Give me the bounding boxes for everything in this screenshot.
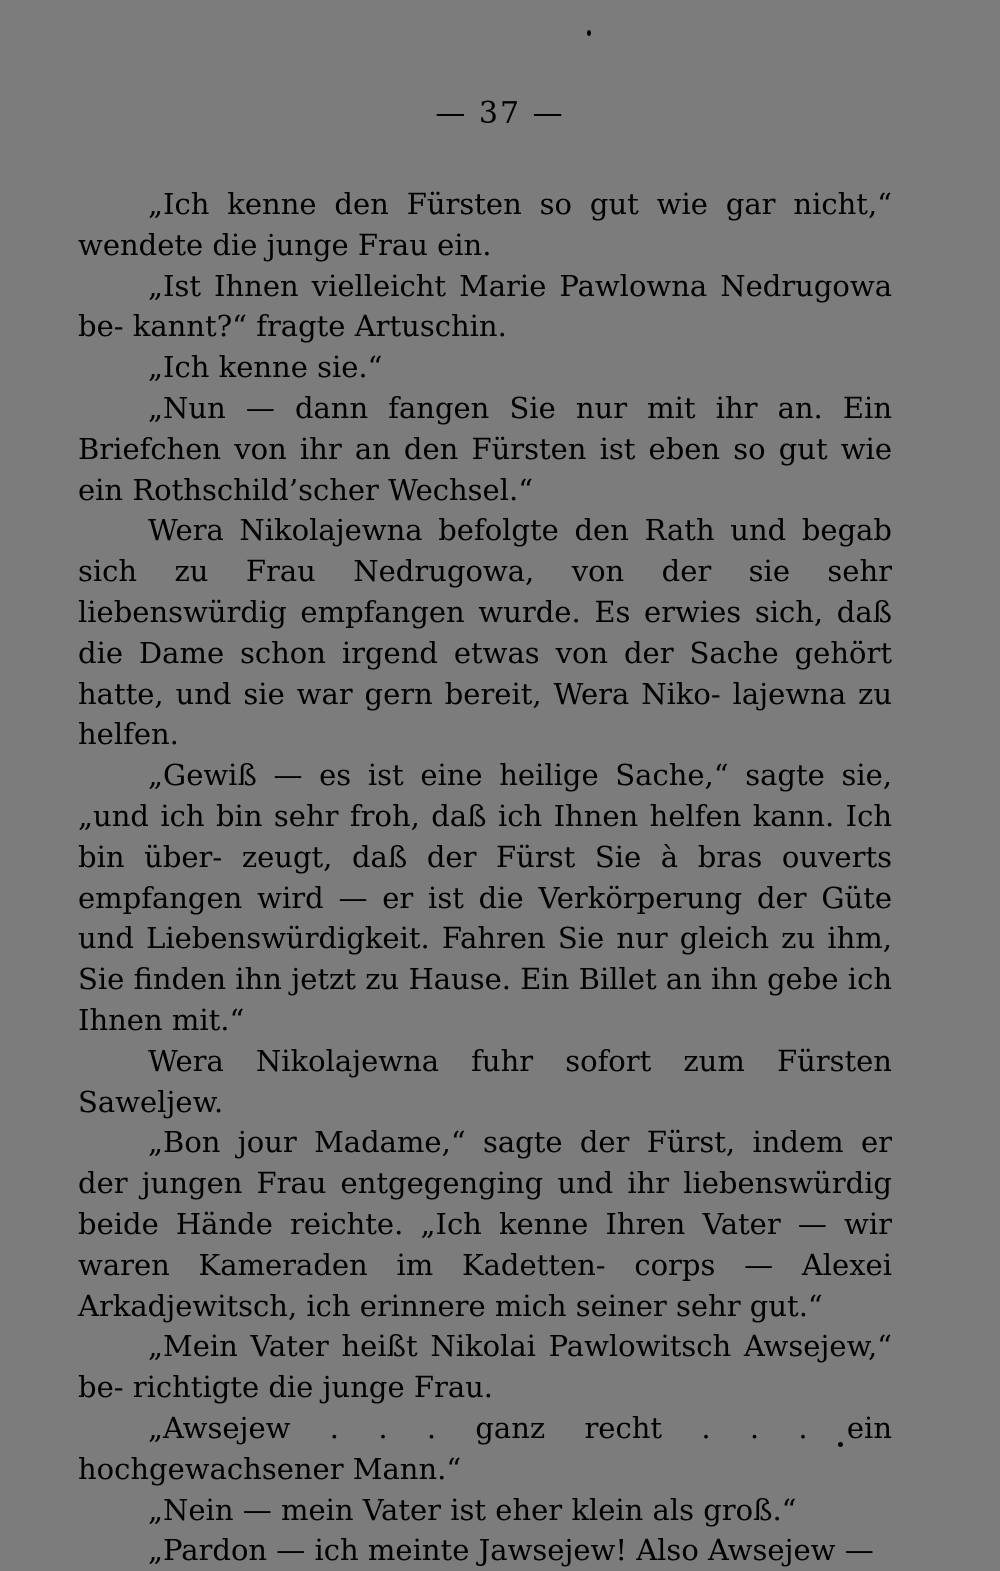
page-number: — 37 — [435,96,565,131]
print-speck [587,30,591,36]
paragraph: „Mein Vater heißt Nikolai Pawlowitsch Awsejew,“ be- richtigte die junge Frau. [78,1329,892,1405]
paragraph: „Ist Ihnen vielleicht Marie Pawlowna Nedrugowa be- kannt?“ fragte Artuschin. [78,268,892,344]
paragraph: „Nun — dann fangen Sie nur mit ihr an. Ein Briefchen von ihr an den Fürsten ist eben so gut wie ein Rothschild’scher Wechsel.“ [78,390,892,507]
paragraph: „Ich kenne sie.“ [148,350,383,385]
paragraph: „Ich kenne den Fürsten so gut wie gar nicht,“ wendete die junge Frau ein. [78,187,892,262]
paragraph: Wera Nikolajewna fuhr sofort zum Fürsten Saweljew. [78,1043,892,1119]
body-text [78,184,892,1571]
paragraph: „Awsejew . . . ganz recht . . . ein hochgewachsener Mann.“ [78,1410,892,1486]
paragraph: „Gewiß — es ist eine heilige Sache,“ sagte sie, „und ich bin sehr froh, daß ich Ihnen helfen kann. Ich bin über- zeugt, daß der Fürst Sie à bras ouverts empfangen wird — er ist die Verkörperung der Güte und Liebenswürdigkeit. Fahren Sie nur gleich zu ihm, Sie finden ihn jetzt zu Hause. Ein Billet an ihn gebe ich Ihnen mit.“ [78,758,892,1037]
paragraph: „Nein — mein Vater ist eher klein als groß.“ [148,1492,797,1527]
paragraph: „Pardon — ich meinte Jawsejew! Also Awsejew — [148,1533,874,1568]
paragraph: „Bon jour Madame,“ sagte der Fürst, indem er der jungen Frau entgegenging und ihr liebenswürdig beide Hände reichte. „Ich kenne Ihren Vater — wir waren Kameraden im Kadetten- corps — Alexei Arkadjewitsch, ich erinnere mich seiner sehr gut.“ [78,1125,892,1323]
paragraph: Wera Nikolajewna befolgte den Rath und begab sich zu Frau Nedrugowa, von der sie sehr liebenswürdig empfangen wurde. Es erwies sich, daß die Dame schon irgend etwas von der Sache gehört hatte, und sie war gern bereit, Wera Niko- lajewna zu helfen. [78,513,892,752]
